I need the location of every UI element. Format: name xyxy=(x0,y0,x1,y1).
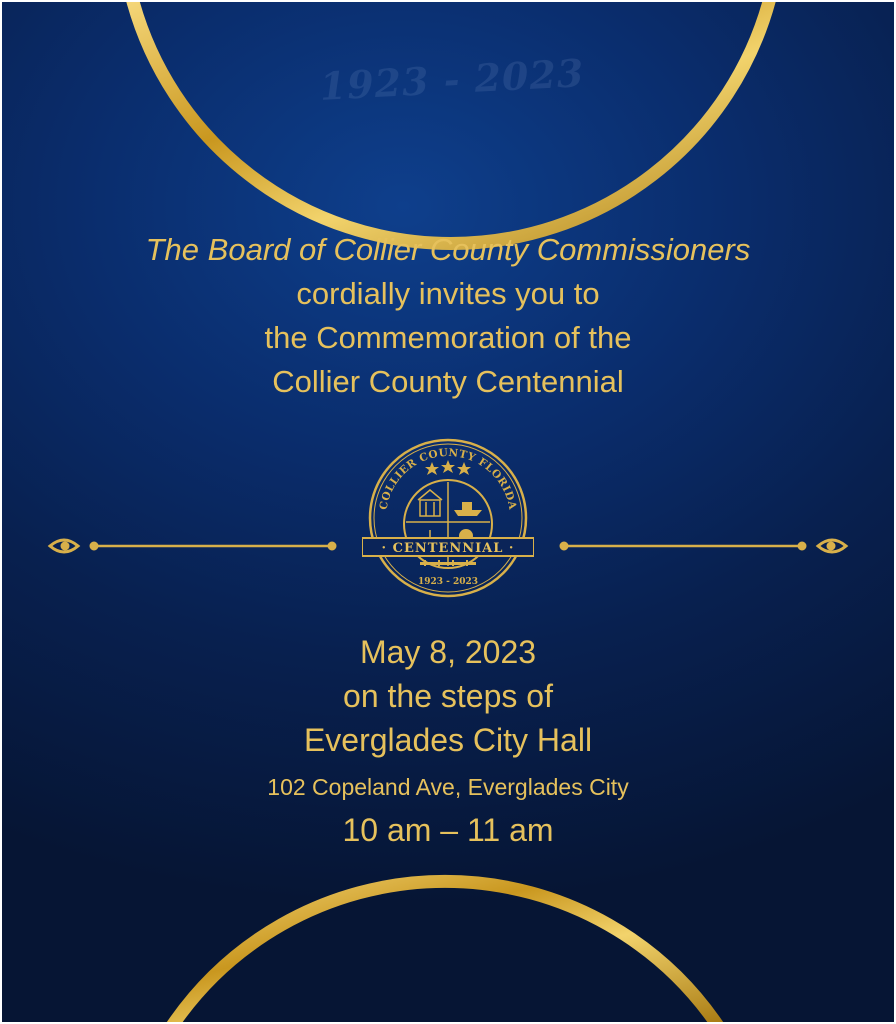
event-location-line-1: on the steps of xyxy=(343,678,553,714)
seal-ship-icon xyxy=(454,502,482,516)
invite-line-2: the Commemoration of the xyxy=(264,320,632,355)
event-details xyxy=(2,630,894,852)
anniversary-watermark: 1923 - 2023 xyxy=(318,50,586,109)
seal-banner-text: · CENTENNIAL · xyxy=(381,541,515,556)
event-address: 102 Copeland Ave, Everglades City xyxy=(267,774,629,800)
right-ornament xyxy=(560,540,846,552)
top-gold-arc xyxy=(132,2,770,244)
event-date: May 8, 2023 xyxy=(359,634,537,670)
seal-building-icon xyxy=(418,490,442,516)
bottom-gold-arc xyxy=(172,881,718,1022)
seal-years: 1923 - 2023 xyxy=(417,577,479,587)
seal-stars xyxy=(425,460,471,475)
event-time: 10 am – 11 am xyxy=(342,812,554,848)
centennial-seal xyxy=(362,438,534,598)
left-ornament xyxy=(50,540,336,552)
invite-line-3: Collier County Centennial xyxy=(272,364,624,399)
host-line: The Board of Collier County Commissioners xyxy=(145,232,751,267)
invitation-card xyxy=(2,2,894,1022)
invitation-text xyxy=(2,228,894,404)
event-location-line-2: Everglades City Hall xyxy=(303,722,593,758)
invite-line-1: cordially invites you to xyxy=(296,276,600,311)
seal-arc-text: COLLIER COUNTY FLORIDA xyxy=(377,446,519,511)
